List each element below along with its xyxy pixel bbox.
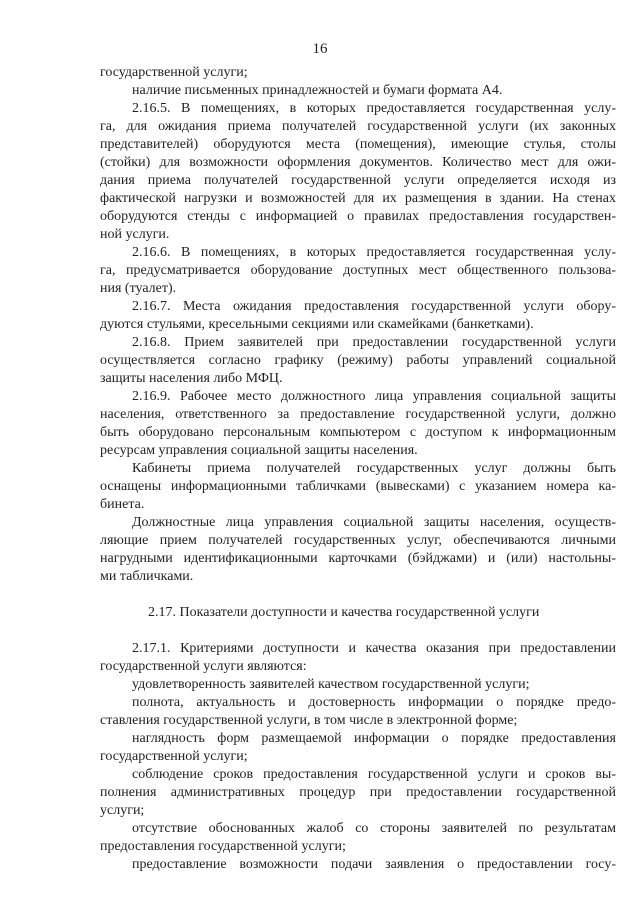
text-line: государственной услуги являются:	[100, 659, 307, 674]
text-line: Кабинеты приема получателей государственных услуг должны быть	[132, 461, 616, 476]
text-line: полнота, актуальность и достоверность информации о порядке предо-	[132, 695, 616, 710]
text-line: защиты населения либо МФЦ.	[100, 371, 283, 386]
text-line: бинета.	[100, 497, 145, 512]
text-line: 2.16.5. В помещениях, в которых предоставляется государственная услу-	[132, 101, 616, 116]
text-line: услуги;	[100, 803, 145, 818]
page-number: 16	[312, 41, 328, 57]
text-line: ния (туалет).	[100, 281, 177, 296]
spacer	[100, 622, 616, 640]
text-line: 2.16.7. Места ожидания предоставления государственной услуги обору-	[132, 299, 616, 314]
text-line: быть оборудовано персональным компьютером с доступом к информационным	[100, 425, 616, 440]
text-line: полнения административных процедур при предоставлении государственной	[100, 785, 616, 800]
spacer	[100, 586, 616, 604]
text-line: наглядность форм размещаемой информации о порядке предоставления	[132, 731, 616, 746]
text-line: государственной услуги;	[100, 749, 248, 764]
text-line: осуществляется согласно графику (режиму) работы управлений социальной	[100, 353, 616, 368]
text-line: ной услуги.	[100, 227, 170, 242]
text-line: предоставления государственной услуги;	[100, 839, 346, 854]
text-line: дания приема получателей государственной услуги определяется исходя из	[100, 173, 616, 188]
text-line: государственной услуги;	[100, 65, 248, 80]
text-line: нагрудными идентификационными карточками (бэйджами) и (или) настольны-	[100, 551, 616, 566]
text-line: фактической нагрузки и возможностей для их размещения в здании. На стенах	[100, 191, 616, 206]
text-block-2-17	[100, 640, 616, 874]
text-line: (стойки) для возможности оформления документов. Количество мест для ожи-	[100, 155, 616, 170]
text-line: представителей) оборудуются места (помещения), имеющие стулья, столы	[100, 137, 616, 152]
text-line: 2.16.9. Рабочее место должностного лица управления социальной защиты	[132, 389, 616, 404]
section-heading: 2.17. Показатели доступности и качества государственной услуги	[148, 605, 540, 620]
text-line: оборудуются стенды с информацией о правилах предоставления государствен-	[100, 209, 616, 224]
text-line: населения, ответственного за предоставление государственной услуги, должно	[100, 407, 616, 422]
text-line: 2.17.1. Критериями доступности и качества оказания при предоставлении	[132, 641, 616, 656]
text-line: 2.16.8. Прием заявителей при предоставлении государственной услуги	[132, 335, 616, 350]
text-line: 2.16.6. В помещениях, в которых предоставляется государственная услу-	[132, 245, 616, 260]
text-line: Должностные лица управления социальной защиты населения, осуществ-	[132, 515, 616, 530]
text-line: отсутствие обоснованных жалоб со стороны заявителей по результатам	[132, 821, 616, 836]
text-line: наличие письменных принадлежностей и бумаги формата А4.	[132, 83, 503, 98]
text-block-2-16	[100, 64, 616, 586]
text-line: удовлетворенность заявителей качеством государственной услуги;	[132, 677, 530, 692]
text-line: ресурсам управления социальной защиты населения.	[100, 443, 418, 458]
text-line: ляющие прием получателей государственных услуг, обеспечиваются личными	[100, 533, 616, 548]
text-line: га, для ожидания приема получателей государственной услуги (их законных	[100, 119, 616, 134]
text-line: дуются стульями, кресельными секциями или скамейками (банкетками).	[100, 317, 534, 332]
text-line: ми табличками.	[100, 569, 194, 584]
text-line: оснащены информационными табличками (вывесками) с указанием номера ка-	[100, 479, 616, 494]
document-body	[100, 64, 616, 874]
text-line: соблюдение сроков предоставления государственной услуги и сроков вы-	[132, 767, 616, 782]
text-line: предоставление возможности подачи заявления о предоставлении госу-	[132, 857, 616, 872]
text-line: ставления государственной услуги, в том числе в электронной форме;	[100, 713, 518, 728]
text-line: га, предусматривается оборудование доступных мест общественного пользова-	[100, 263, 616, 278]
